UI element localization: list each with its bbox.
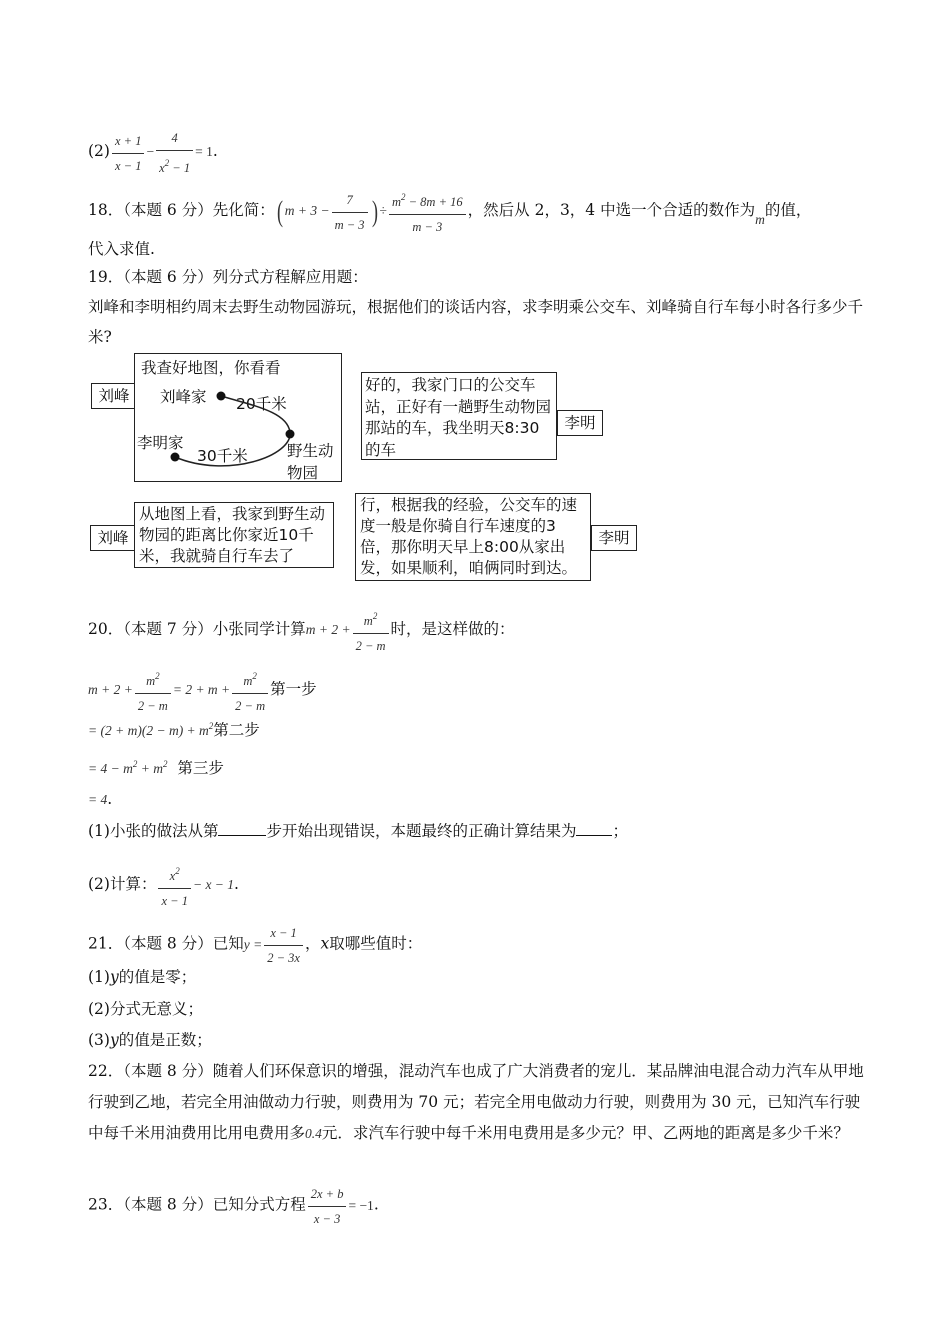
route-map [135,354,341,481]
tag-liufeng-2: 刘峰 [90,525,136,551]
map-title: 我查好地图，你看看 [141,359,281,377]
map-liufeng-home: 刘峰家 [160,388,207,406]
problem-20-step-3: = $4 - m^2 + m^2$ 第三步 [88,759,224,777]
map-liming-home: 李明家 [137,434,184,452]
problem-18: 18．（本题 6 分）先化简：( m + 3 − $\frac{7}{m - 3}$ ) ÷ $\frac{m^2 - 8m + 16}{m - 3}$ ，然后从 2，3，4 中选一个合适的数作为m的值， [88,186,811,238]
tag-liming-2: 李明 [591,525,637,551]
problem-21: 21．（本题 8 分）已知y = $\frac{x - 1}{2 - 3x}$ ，x取哪些值时： [88,922,422,969]
problem-22: 22．（本题 8 分）随着人们环保意识的增强，混动汽车也成了广大消费者的宠儿．某品牌油电混合动力汽车从甲地行驶到乙地，若完全用油做动力行驶，则费用为 70 元；若完全用电做动力行驶，则费用为 30 元，已知汽车行驶中每千米用油费用比用电费用多0.4元．求汽车行驶中每千米用电费用是多少元？甲、乙两地的距离是多少千米？ [88,1062,864,1142]
liming-bubble-2: 行，根据我的经验，公交车的速度一般是你骑自行车速度的3倍，那你明天早上8:00从家出发，如果顺利，咱俩同时到达。 [355,493,591,581]
problem-21-question-3: (3)y的值是正数； [88,1031,212,1049]
liming-bubble-1: 好的，我家门口的公交车站，正好有一趟野生动物园那站的车，我坐明天8:30的车 [361,372,557,460]
tag-liufeng-1: 刘峰 [91,383,137,409]
problem-20-step-4: = 4. [88,790,113,808]
tag-liming-1: 李明 [557,410,603,436]
problem-17-part-2: (2) $\frac{x + 1}{x - 1}$ − $\frac{4}{x^2 - 1}$ = 1. [88,127,218,179]
liufeng-home-dot [217,392,226,401]
problem-21-question-2: (2)分式无意义； [88,1000,203,1018]
problem-19-text: 刘峰和李明相约周末去野生动物园游玩，根据他们的谈话内容，求李明乘公交车、刘峰骑自行车每小时各行多少千米? [88,298,864,346]
expression-18: ( m + 3 − $\frac{7}{m - 3}$ ) ÷ $\frac{m^2 - 8m + 16}{m - 3}$ [275,203,468,218]
problem-20-question-1: (1)小张的做法从第 步开始出现错误，本题最终的正确计算结果为 ； [88,819,628,842]
problem-23: 23．（本题 8 分）已知分式方程 $\frac{2x + b}{x - 3}$ = −1. [88,1183,379,1230]
liufeng-bubble-2: 从地图上看，我家到野生动物园的距离比你家近10千米，我就骑自行车去了 [134,502,334,568]
problem-20-step-1: m + 2 + $\frac{m^2}{2 - m}$ = 2 + m + $\frac{m^2}{2 - m}$ 第一步 [88,665,317,717]
equation-17-2: $\frac{x + 1}{x - 1}$ − $\frac{4}{x^2 - 1}$ = 1 [110,144,213,159]
problem-18-line-2: 代入求值. [88,240,155,258]
problem-21-question-1: (1)y的值是零； [88,968,197,986]
problem-19-heading: 19．（本题 6 分）列分式方程解应用题： [88,268,368,286]
map-dist-20: 20千米 [236,395,287,413]
zoo-dot [286,430,295,439]
map-bubble [134,353,342,482]
problem-20: 20．（本题 7 分）小张同学计算m + 2 + $\frac{m^2}{2 - m}$ 时，是这样做的： [88,605,515,657]
answer-blank-result[interactable] [576,819,612,836]
map-dist-30: 30千米 [197,447,248,465]
problem-20-question-2: (2)计算： $\frac{x^2}{x - 1}$ − x − 1. [88,860,239,912]
map-zoo-label: 野生动 物园 [287,442,334,482]
answer-blank-step[interactable] [218,819,266,836]
problem-20-step-2: = $(2 + m)(2 - m) + m^2$第二步 [88,721,260,739]
liming-home-dot [171,453,180,462]
expression-20: m + 2 + $\frac{m^2}{2 - m}$ [306,622,391,637]
